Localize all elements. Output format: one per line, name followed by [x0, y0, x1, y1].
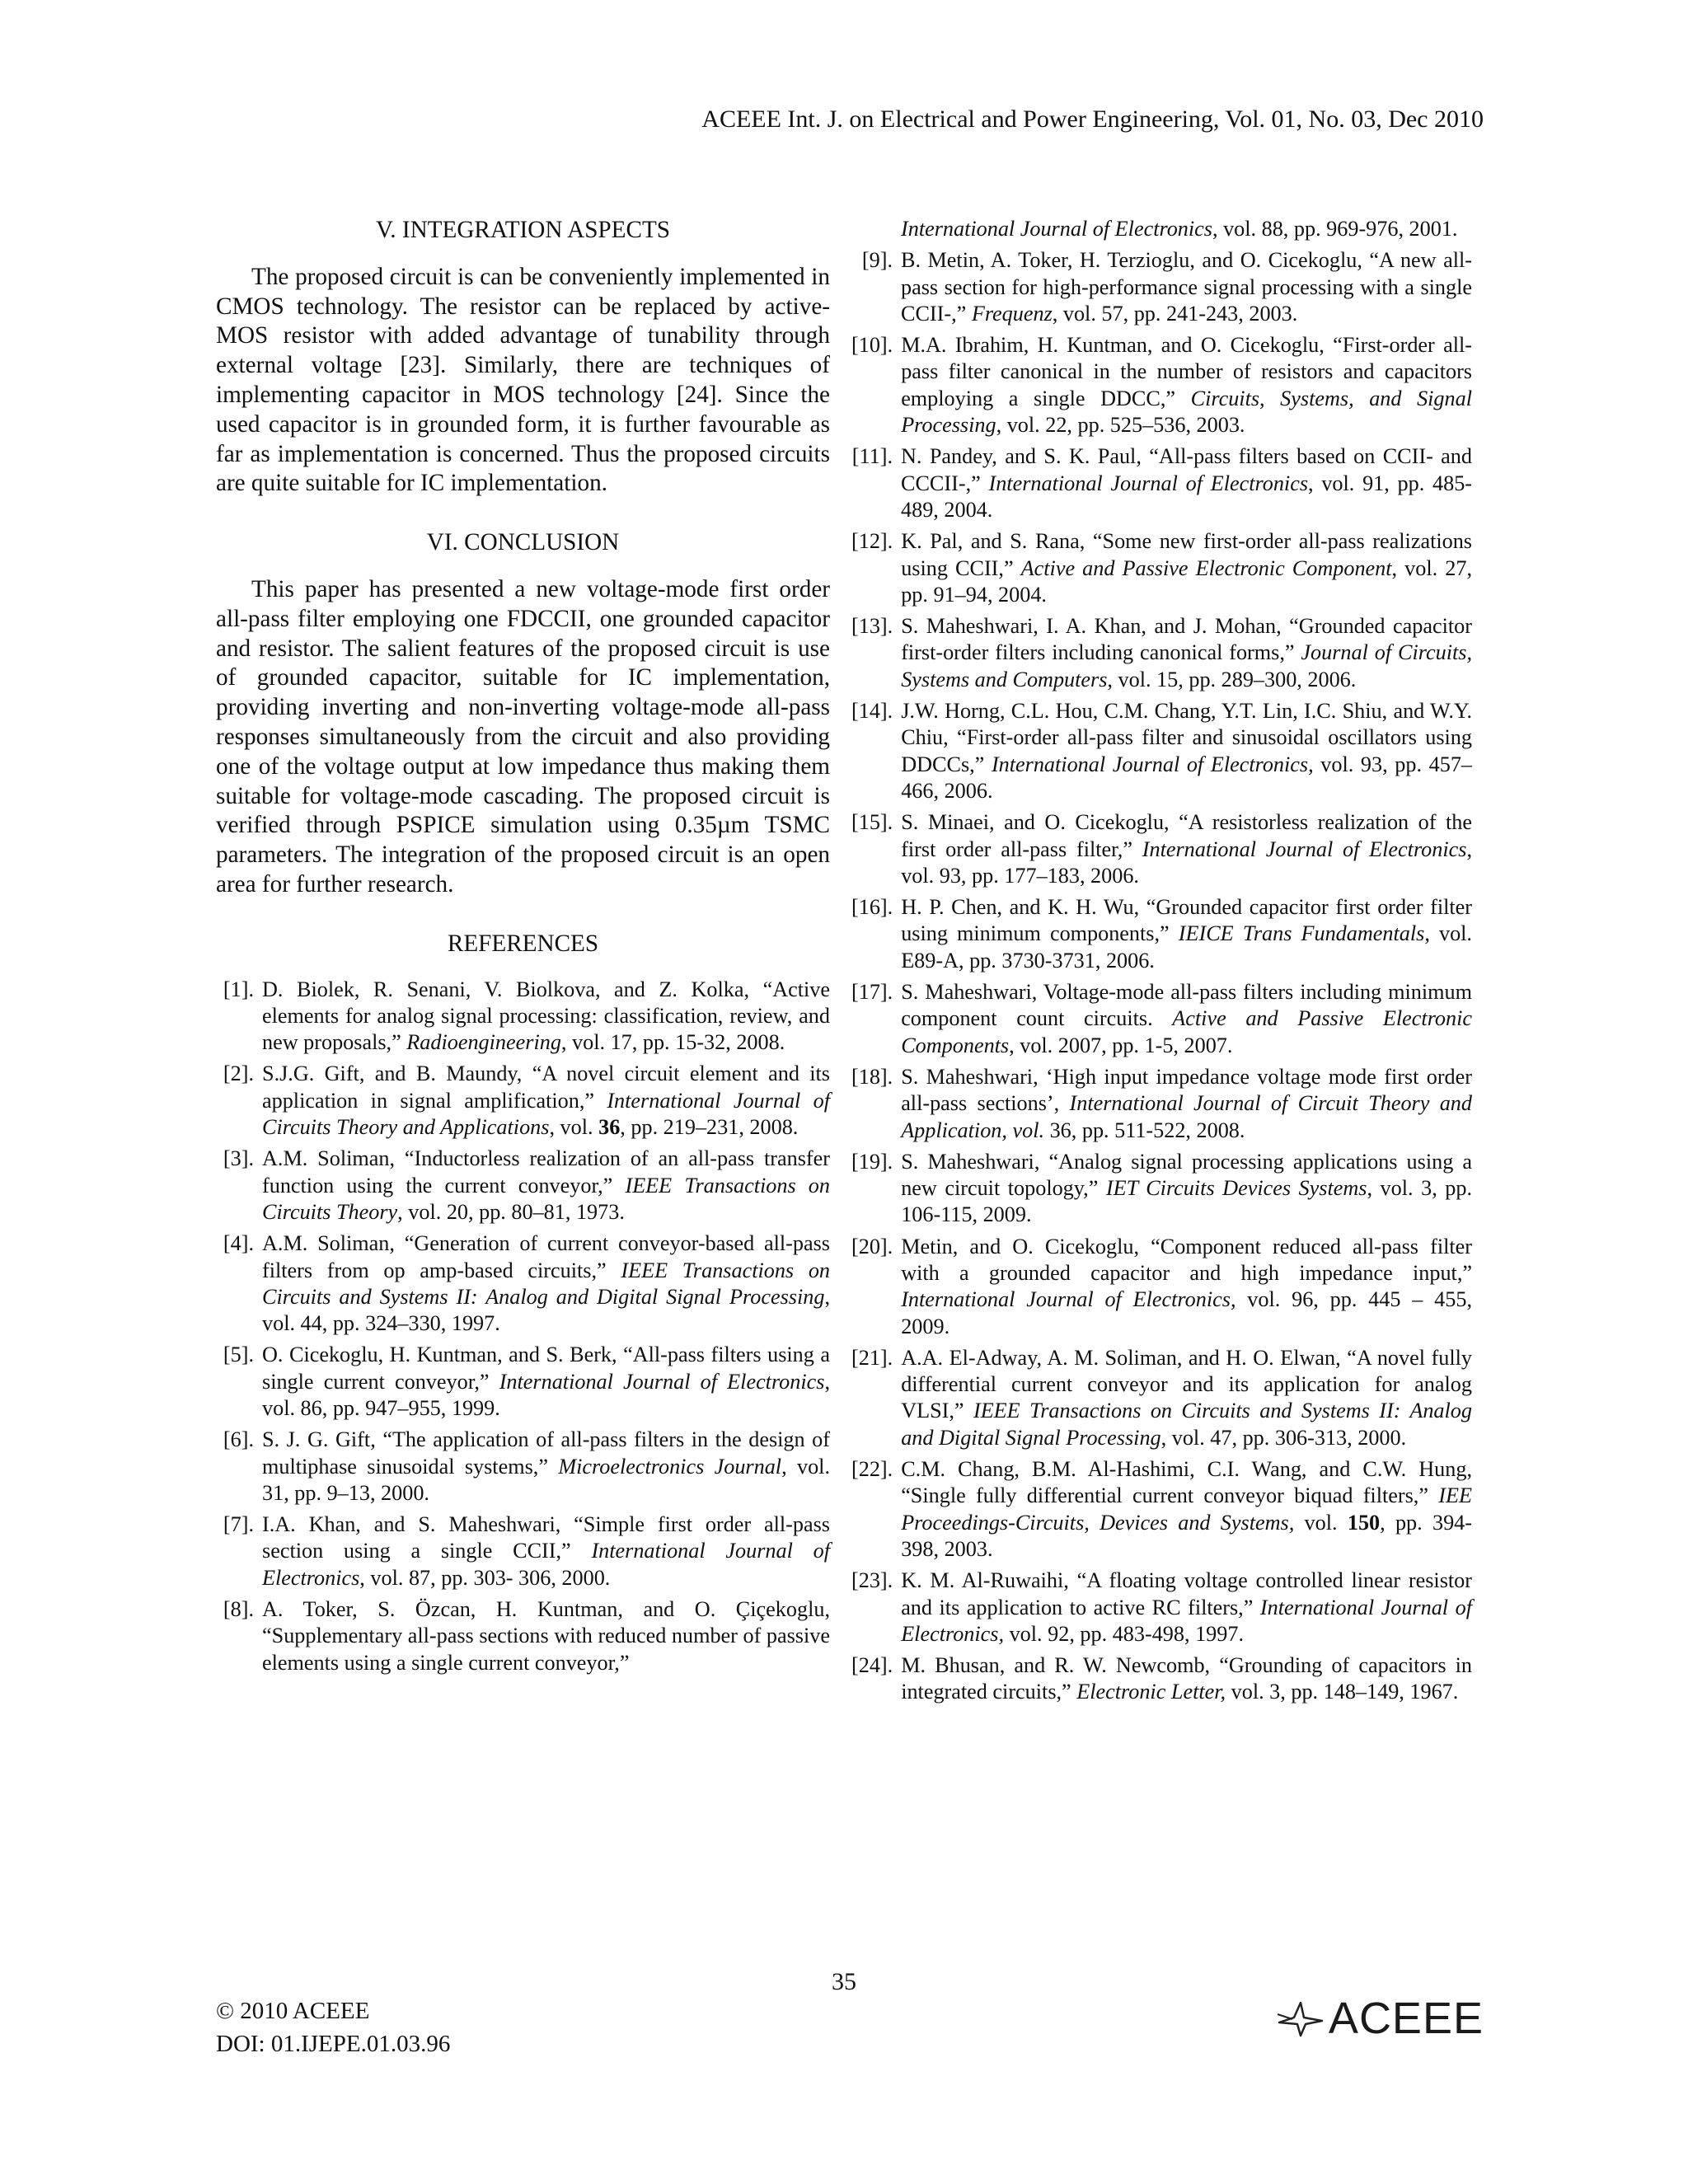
- reference-item: [851, 216, 1472, 242]
- reference-number: [3].: [223, 1146, 254, 1171]
- reference-number: [4].: [223, 1231, 254, 1256]
- reference-text: A.A. El-Adway, A. M. Soliman, and H. O. Elwan, “A novel fully differential current conveyor and its application for analog VLSI,” IEEE Transactions on Circuits and Systems II: Analog and Digital Signal Processing, vol. 47, pp. 306-313, 2000.: [901, 1345, 1472, 1450]
- aceee-logo: [1276, 1993, 1484, 2044]
- reference-text: J.W. Horng, C.L. Hou, C.M. Chang, Y.T. Lin, I.C. Shiu, and W.Y. Chiu, “First-order all-pass filter and sinusoidal oscillators using DDCCs,” International Journal of Electronics, vol. 93, pp. 457–466, 2006.: [901, 699, 1473, 803]
- reference-text: M.A. Ibrahim, H. Kuntman, and O. Cicekoglu, “First-order all-pass filter canonical in the number of resistors and capacitors employing a single DDCC,” Circuits, Systems, and Signal Processing, vol. 22, pp. 525–536, 2003.: [901, 333, 1472, 438]
- page-number: 35: [832, 1968, 856, 1995]
- reference-number: [1].: [223, 977, 254, 1001]
- reference-number: [16].: [851, 895, 893, 920]
- reference-list-right: [851, 216, 1473, 1706]
- reference-text: A.M. Soliman, “Generation of current conveyor-based all-pass filters from op amp-based circuits,” IEEE Transactions on Circuits and Systems II: Analog and Digital Signal Processing, vol. 44, pp. 324–330, 1997.: [262, 1231, 831, 1336]
- reference-text: O. Cicekoglu, H. Kuntman, and S. Berk, “All-pass filters using a single current conveyor,” International Journal of Electronics, vol. 86, pp. 947–955, 1999.: [262, 1343, 831, 1420]
- reference-number: [7].: [223, 1512, 254, 1537]
- reference-number: [24].: [851, 1653, 893, 1678]
- reference-number: [2].: [223, 1062, 254, 1086]
- reference-number: [8].: [223, 1597, 254, 1622]
- reference-text: K. Pal, and S. Rana, “Some new first-order all-pass realizations using CCII,” Active and Passive Electronic Component, vol. 27, pp. 91–94, 2004.: [901, 529, 1473, 607]
- section-title-integration: V. INTEGRATION ASPECTS: [375, 217, 671, 243]
- reference-item: [851, 894, 1472, 974]
- section-title-references: REFERENCES: [447, 930, 599, 957]
- paragraph-integration: The proposed circuit is can be conveniently implemented in CMOS technology. The resistor can be replaced by active-MOS resistor with added advantage of tunability through external voltage [23]. Similarly, there are techniques of implementing capacitor in MOS technology [24]. Since the used capacitor is in grounded form, it is further favourable as far as implementation is concerned. Thus the proposed circuits are quite suitable for IC implementation.: [216, 263, 830, 497]
- reference-item: [851, 528, 1472, 608]
- reference-text: S. J. G. Gift, “The application of all-pass filters in the design of multiphase sinusoidal systems,” Microelectronics Journal, vol. 31, pp. 9–13, 2000.: [262, 1427, 830, 1505]
- reference-item: [851, 1149, 1472, 1229]
- reference-number: [23].: [851, 1568, 893, 1593]
- journal-header: ACEEE Int. J. on Electrical and Power Engineering, Vol. 01, No. 03, Dec 2010: [701, 105, 1484, 133]
- reference-item: [216, 1230, 830, 1337]
- reference-number: [10].: [851, 333, 893, 358]
- reference-number: [21].: [851, 1345, 893, 1370]
- reference-item: [216, 1061, 830, 1141]
- reference-number: [6].: [223, 1427, 254, 1452]
- reference-text: S. Maheshwari, “Analog signal processing applications using a new circuit topology,” IET Circuits Devices Systems, vol. 3, pp. 106-115, 2009.: [901, 1149, 1472, 1227]
- reference-item: [851, 979, 1472, 1059]
- reference-number: [851, 216, 901, 242]
- reference-item: [851, 809, 1472, 889]
- reference-text: S. Maheshwari, Voltage-mode all-pass filters including minimum component count circuits. Active and Passive Electronic Components, vol. 2007, pp. 1-5, 2007.: [901, 980, 1472, 1057]
- reference-number: [15].: [851, 810, 893, 835]
- reference-item: [851, 698, 1472, 804]
- paragraph-conclusion: This paper has presented a new voltage-mode first order all-pass filter employing one FDCCII, one grounded capacitor and resistor. The salient features of the proposed circuit is use of grounded capacitor, suitable for IC implementation, providing inverting and non-inverting voltage-mode all-pass responses simultaneously from the circuit and also providing one of the voltage output at low impedance thus making them suitable for voltage-mode cascading. The proposed circuit is verified through PSPICE simulation using 0.35µm TSMC parameters. The integration of the proposed circuit is an open area for further research.: [216, 575, 830, 898]
- reference-item: [216, 1596, 830, 1676]
- reference-number: [18].: [851, 1064, 893, 1089]
- reference-text: S. Minaei, and O. Cicekoglu, “A resistorless realization of the first order all-pass filter,” International Journal of Electronics, vol. 93, pp. 177–183, 2006.: [901, 810, 1472, 888]
- reference-item: [851, 1456, 1472, 1563]
- section-title-conclusion: VI. CONCLUSION: [426, 529, 620, 556]
- right-column: [851, 216, 1473, 1711]
- copyright-text: © 2010 ACEEE: [216, 1998, 370, 2024]
- reference-item: [216, 1511, 830, 1591]
- reference-number: [19].: [851, 1149, 893, 1174]
- reference-item: [851, 1064, 1472, 1144]
- reference-number: [22].: [851, 1457, 893, 1482]
- reference-text: S. Maheshwari, ‘High input impedance voltage mode first order all-pass sections’, International Journal of Circuit Theory and Application, vol. 36, pp. 511-522, 2008.: [901, 1064, 1472, 1142]
- reference-text: S. Maheshwari, I. A. Khan, and J. Mohan, “Grounded capacitor first-order filters including canonical forms,” Journal of Circuits, Systems and Computers, vol. 15, pp. 289–300, 2006.: [901, 614, 1472, 691]
- reference-number: [13].: [851, 614, 893, 639]
- reference-item: [851, 332, 1472, 438]
- reference-text: K. M. Al-Ruwaihi, “A floating voltage controlled linear resistor and its application to active RC filters,” International Journal of Electronics, vol. 92, pp. 483-498, 1997.: [901, 1568, 1472, 1646]
- footer-info: [216, 1994, 450, 2060]
- reference-number: [9].: [861, 248, 893, 273]
- reference-text: International Journal of Electronics, vol. 88, pp. 969-976, 2001.: [901, 217, 1458, 241]
- reference-item: [851, 443, 1472, 523]
- reference-text: D. Biolek, R. Senani, V. Biolkova, and Z. Kolka, “Active elements for analog signal processing: classification, review, and new proposals,” Radioengineering, vol. 17, pp. 15-32, 2008.: [262, 977, 830, 1055]
- reference-text: S.J.G. Gift, and B. Maundy, “A novel circuit element and its application in signal amplification,” International Journal of Circuits Theory and Applications, vol. 36, pp. 219–231, 2008.: [262, 1062, 830, 1140]
- reference-text: C.M. Chang, B.M. Al-Hashimi, C.I. Wang, and C.W. Hung, “Single fully differential current conveyor biquad filters,” IEE Proceedings-Circuits, Devices and Systems, vol. 150, pp. 394-398, 2003.: [901, 1457, 1472, 1561]
- reference-text: Metin, and O. Cicekoglu, “Component reduced all-pass filter with a grounded capacitor and high impedance input,” International Journal of Electronics, vol. 96, pp. 445 – 455, 2009.: [901, 1234, 1472, 1338]
- reference-item: [851, 247, 1472, 327]
- reference-text: A.M. Soliman, “Inductorless realization of an all-pass transfer function using the current conveyor,” IEEE Transactions on Circuits Theory, vol. 20, pp. 80–81, 1973.: [262, 1146, 830, 1224]
- reference-number: [12].: [851, 529, 893, 554]
- reference-number: [11].: [851, 444, 893, 469]
- reference-number: [14].: [851, 699, 893, 724]
- reference-text: A. Toker, S. Özcan, H. Kuntman, and O. Çiçekoglu, “Supplementary all-pass sections with reduced number of passive elements using a single current conveyor,”: [262, 1597, 830, 1675]
- star-logo-icon: [1276, 1998, 1325, 2039]
- reference-item: [851, 1652, 1472, 1706]
- reference-item: [851, 1234, 1472, 1340]
- reference-number: [20].: [851, 1234, 893, 1258]
- logo-text: ACEEE: [1328, 1994, 1484, 2043]
- left-column: [216, 216, 830, 1681]
- reference-text: B. Metin, A. Toker, H. Terzioglu, and O. Cicekoglu, “A new all-pass section for high-performance signal processing with a single CCII-,” Frequenz, vol. 57, pp. 241-243, 2003.: [901, 248, 1472, 326]
- reference-text: H. P. Chen, and K. H. Wu, “Grounded capacitor first order filter using minimum components,” IEICE Trans Fundamentals, vol. E89-A, pp. 3730-3731, 2006.: [901, 895, 1472, 972]
- reference-item: [216, 1146, 830, 1226]
- reference-item: [851, 613, 1472, 693]
- reference-number: [17].: [851, 980, 893, 1005]
- reference-number: [5].: [223, 1343, 254, 1367]
- reference-text: M. Bhusan, and R. W. Newcomb, “Grounding of capacitors in integrated circuits,” Electronic Letter, vol. 3, pp. 148–149, 1967.: [901, 1653, 1472, 1704]
- reference-item: [216, 1427, 830, 1507]
- reference-item: [851, 1345, 1472, 1451]
- reference-text: I.A. Khan, and S. Maheshwari, “Simple first order all-pass section using a single CCII,” International Journal of Electronics, vol. 87, pp. 303- 306, 2000.: [262, 1512, 830, 1590]
- reference-item: [216, 977, 830, 1057]
- reference-item: [216, 1342, 830, 1422]
- doi-text: DOI: 01.IJEPE.01.03.96: [216, 2031, 451, 2057]
- reference-list-left: [216, 977, 830, 1676]
- reference-text: N. Pandey, and S. K. Paul, “All-pass filters based on CCII- and CCCII-,” International Journal of Electronics, vol. 91, pp. 485-489, 2004.: [901, 444, 1473, 522]
- reference-item: [851, 1568, 1472, 1647]
